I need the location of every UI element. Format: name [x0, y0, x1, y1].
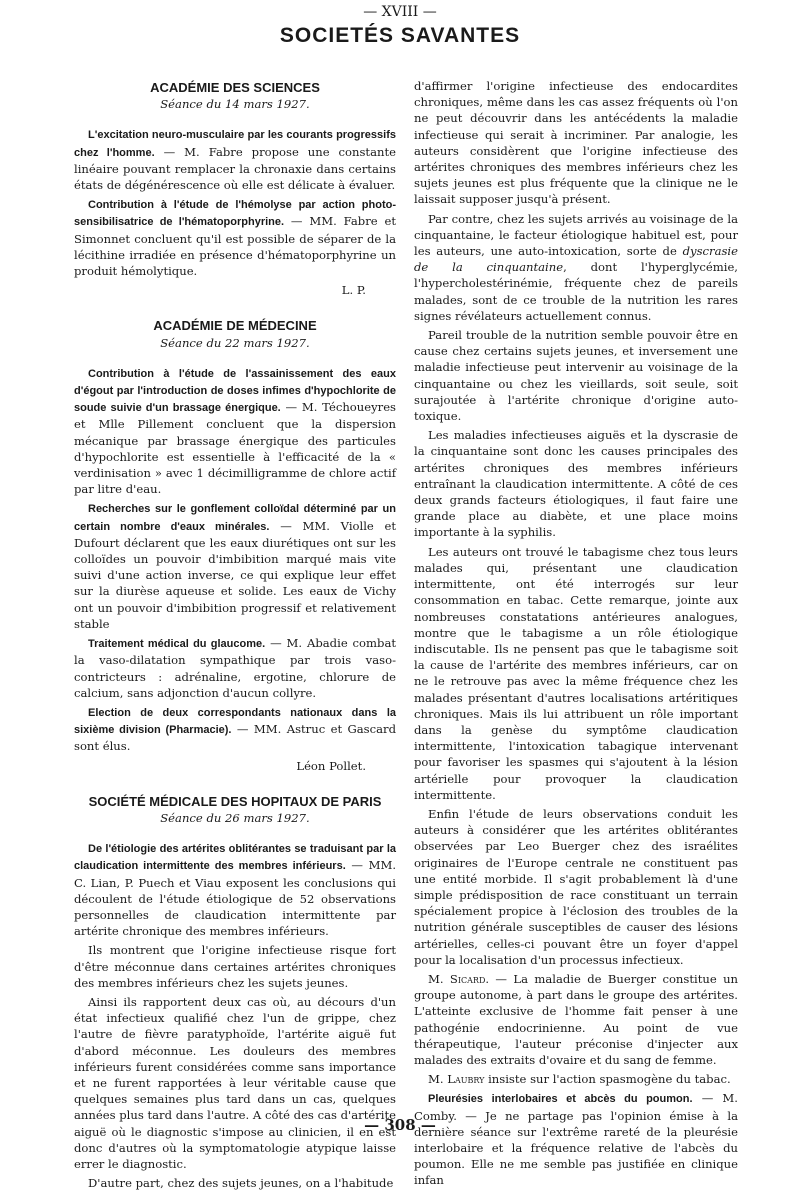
paragraph-text: insiste sur l'action spasmogène du tabac. [488, 1072, 731, 1087]
paragraph [74, 635, 396, 701]
page-number: — 308 — [364, 1116, 436, 1134]
paragraph-heading: De l'étiologie des artérites oblitérantes se traduisant par la claudication intermittente des membres inférieurs. [74, 843, 396, 873]
paragraph-heading: L'excitation neuro-musculaire par les courants progressifs chez l'homme. [74, 129, 396, 159]
paragraph: Ils montrent que l'origine infectieuse risque fort d'être méconnue dans certaines artérites chroniques des membres inférieurs chez les sujets jeunes. [74, 943, 396, 990]
section-title-societe-medicale: SOCIÉTÉ MÉDICALE DES HOPITAUX DE PARIS [88, 793, 382, 809]
paragraph-text: — M. Comby. — Je ne partage pas l'opinion émise à la dernière séance sur l'extrême rareté de la pleurésie interlobaire et la fréquence relative de l'abcès du poumon. Elle ne me semble pas justifiée en clinique infan [414, 1091, 738, 1188]
roman-page-number: — XVIII — [363, 4, 437, 20]
left-column [74, 78, 396, 1194]
paragraph-text: — MM. Violle et Dufourt déclarent que les eaux diurétiques ont sur les colloïdes un pouvoir d'imbibition marqué mais vite suivi d'une action inverse, ce qui explique leur effet sur la diurèse aqueuse et solide. Les eaux de Vichy ont un pouvoir d'imbibition progressif et relativement stable [74, 518, 397, 631]
paragraph [74, 840, 396, 939]
paragraph [414, 1071, 738, 1087]
paragraph [74, 365, 396, 498]
paragraph: Pareil trouble de la nutrition semble pouvoir être en cause chez certains sujets jeunes, et inversement une maladie infectieuse peut intervenir au voisinage de la cinquantaine ou chez les vieillards, soit seule, soit surajoutée à l'artérite chronique d'origine auto-toxique. [414, 328, 738, 424]
paragraph: Enfin l'étude de leurs observations conduit les auteurs à considérer que les artérites oblitérantes observées par Leo Buerger chez des israélites originaires de l'Europe centrale ne constituent pas une entité morbide. Il s'agit probablement là d'une simple prédisposition de race constituant un terrain spécialement propice à l'éclosion des troubles de la nutrition générale susceptibles de causer des lésions artérielles, celles-ci pouvant être un foyer d'appel pour la localisation d'un processus infectieux. [414, 806, 738, 967]
paragraph [414, 1090, 738, 1188]
paragraph-heading: Recherches sur le gonflement colloïdal déterminé par un certain nombre d'eaux minérales. [74, 503, 396, 533]
paragraph [74, 196, 396, 279]
paragraph: d'affirmer l'origine infectieuse des endocardites chroniques, même dans les cas assez fréquents où l'on ne peut découvrir dans les antécédents la maladie infectieuse qui serait à incriminer. Par analogie, les auteurs considèrent que l'origine infectieuse des artérites chroniques des membres inférieurs chez les sujets jeunes est plus fréquente que la clinique ne le laissait supposer jusqu'à présent. [414, 79, 738, 207]
paragraph-text: — MM. Fabre et Simonnet concluent qu'il est possible de séparer de la lécithine irradiée en présence d'hématoporphyrine un produit hémolytique. [74, 214, 397, 279]
right-column [414, 78, 738, 1192]
paragraph-text: — La maladie de Buerger constitue un groupe autonome, à part dans le groupe des artérites. L'atteinte exclusive de l'homme fait penser à une pathogénie endocrinienne. Au point de vue thérapeutique, l'auteur préconise d'injecter aux malades des extraits d'ovaire et du sang de femme. [414, 971, 738, 1067]
paragraph-heading: Pleurésies interlobaires et abcès du poumon. [428, 1093, 693, 1106]
paragraph-text: — M. Téchoueyres et Mlle Pillement concluent que la dispersion mécanique par brassage énergique des particules d'hypochlorite est essentielle à l'efficacité de la « verdinisation » avec 1 décimilligramme de chlore actif par litre d'eau. [74, 400, 397, 497]
paragraph: Les maladies infectieuses aiguës et la dyscrasie de la cinquantaine sont donc les causes principales des artérites chroniques des membres inférieurs entraînant la claudication intermittente. A côté de ces deux grands facteurs étiologiques, il faut faire une grande place au diabète, et une place moins importante à la syphilis. [414, 428, 738, 540]
speaker-name: M. Sicard. [428, 971, 490, 986]
paragraph [414, 971, 738, 1068]
seance-date: Séance du 22 mars 1927. [160, 335, 310, 350]
paragraph-heading: Traitement médical du glaucome. [88, 638, 266, 651]
paragraph-text: — MM. Astruc et Gascard sont élus. [74, 722, 396, 754]
paragraph [74, 500, 396, 632]
paragraph [74, 704, 396, 755]
paragraph-text: , dont l'hyperglycémie, l'hypercholestérinémie, fréquente chez de pareils malades, sont de ce trouble de la nutrition les rares signes révélateurs actuellement connus. [414, 260, 738, 323]
paragraph [74, 126, 396, 193]
signature: L. P. [341, 283, 366, 298]
paragraph-text: — M. Fabre propose une constante linéaire pouvant remplacer la chronaxie dans certains états de dégénérescence où elle est délicate à évaluer. [74, 144, 396, 193]
paragraph: Les auteurs ont trouvé le tabagisme chez tous leurs malades qui, présentant une claudication intermittente, ont été interrogés sur leur consommation en tabac. Cette remarque, jointe aux nombreuses constatations antérieures analogues, montre que le tabagisme a un rôle étiologique indiscutable. Ils ne pensent pas que le tabagisme soit la cause de l'artérite des membres inférieurs, car on ne le retrouve pas avec la même fréquence chez les malades présentant d'autres localisations artéritiques chroniques. Mais ils lui attribuent un rôle important dans la genèse du symptôme claudication intermittente, l'intoxication tabagique intervenant pour favoriser les spasmes qui s'ajoutent à la lésion artérielle pour provoquer la claudication intermittente. [414, 544, 738, 802]
signature: Léon Pollet. [296, 758, 366, 773]
paragraph [414, 211, 738, 324]
paragraph-text: — M. Abadie combat la vaso-dilatation sympathique par trois vaso-contricteurs : adrénaline, ergotine, chlorure de calcium, sans adjonction d'aucun collyre. [74, 636, 397, 700]
seance-date: Séance du 26 mars 1927. [160, 810, 310, 825]
paragraph-heading: Contribution à l'étude de l'hémolyse par action photo-sensibilisatrice de l'hématoporphyrine. [74, 199, 396, 229]
section-title-academie-sciences: ACADÉMIE DES SCIENCES [150, 80, 320, 95]
italic-term: dyscrasie de la cinquantaine [414, 244, 738, 275]
paragraph: Ainsi ils rapportent deux cas où, au décours d'un état infectieux qualifié chez l'un de grippe, chez l'autre de fièvre paratyphoïde, l'artérite aiguë fut d'abord méconnue. Les douleurs des membres inférieurs furent considérées comme sans importance et ne furent rapportées à leur véritable cause que quelques semaines plus tard dans un cas, quelques années plus tard dans l'autre. A côté des cas d'artérite aiguë où le diagnostic s'impose au clinicien, il en est donc d'autres où la symptomatologie atypique laisse errer le diagnostic. [74, 994, 396, 1171]
paragraph-text: — MM. C. Lian, P. Puech et Viau exposent les conclusions qui découlent de l'étude étiologique de 52 observations personnelles de claudication intermittente par artérite chronique des membres inférieurs. [74, 858, 397, 939]
speaker-name: M. Laubry [428, 1072, 485, 1087]
paragraph: D'autre part, chez des sujets jeunes, on a l'habitude [88, 1176, 394, 1191]
seance-date: Séance du 14 mars 1927. [160, 97, 310, 112]
paragraph-text: Par contre, chez les sujets arrivés au voisinage de la cinquantaine, le facteur étiologique habituel est, pour les auteurs, une auto-intoxication, sorte de [414, 211, 738, 259]
paragraph-heading: Contribution à l'étude de l'assainissement des eaux d'égout par l'introduction de doses infimes d'hypochlorite de soude suivie d'un brassage énergique. [74, 367, 396, 415]
section-title-academie-medecine: ACADÉMIE DE MÉDECINE [153, 318, 317, 334]
paragraph-heading: Election de deux correspondants nationaux dans la sixième division (Pharmacie). [74, 706, 396, 737]
page-title: SOCIETÉS SAVANTES [279, 24, 521, 47]
